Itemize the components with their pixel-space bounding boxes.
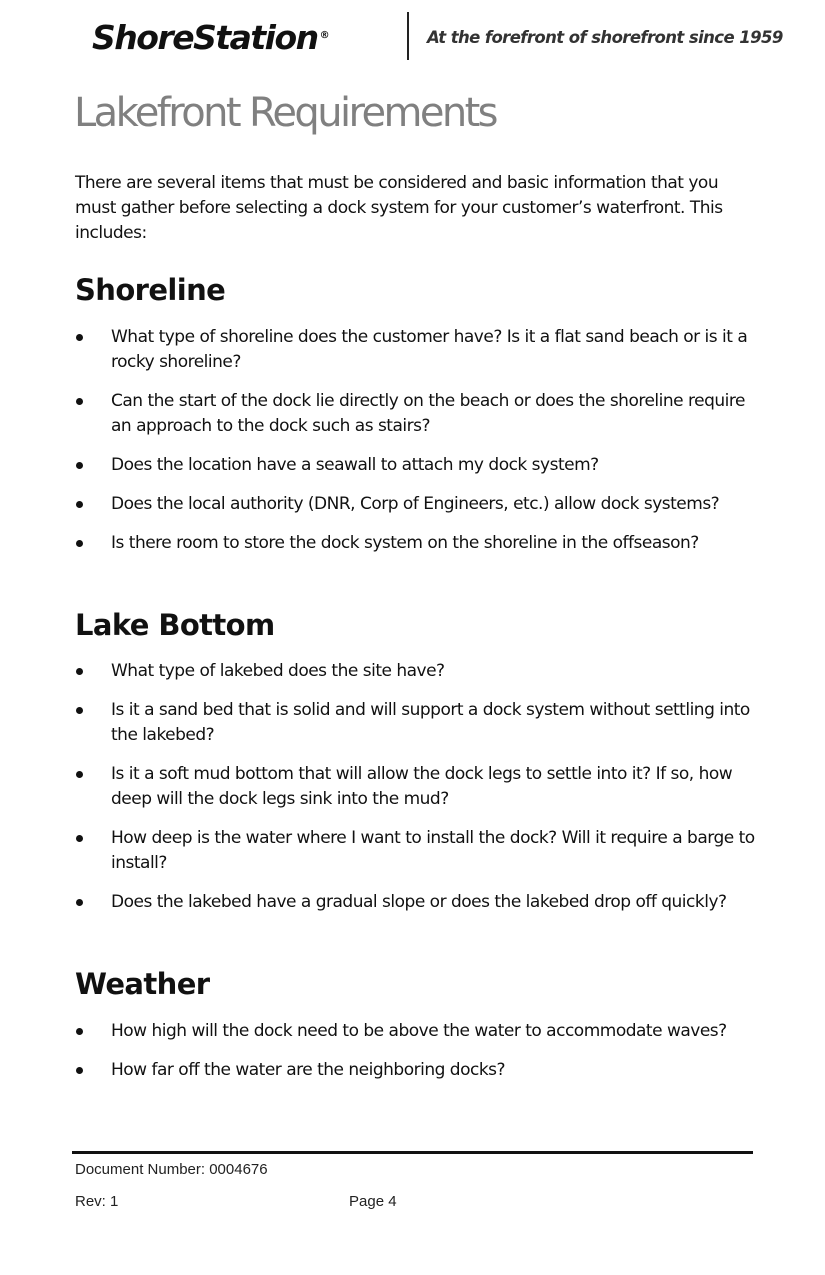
list-item xyxy=(75,826,755,876)
list-item xyxy=(75,531,755,556)
list-item-text: Is there room to store the dock system on the shoreline in the offseason? xyxy=(111,533,699,553)
list-item-text: Is it a soft mud bottom that will allow the dock legs to settle into it? If so, how deep will the dock legs sink into the mud? xyxy=(111,764,733,809)
list-item-text: Can the start of the dock lie directly on the beach or does the shoreline require an approach to the dock such as stairs? xyxy=(111,391,745,436)
header-tagline: At the forefront of shorefront since 1959 xyxy=(427,28,783,47)
registered-mark: ® xyxy=(319,30,330,41)
bullet-icon xyxy=(76,668,83,675)
list-item xyxy=(75,453,755,478)
bullet-icon xyxy=(76,899,83,906)
bullet-icon xyxy=(76,1028,83,1035)
list-item-text: Is it a sand bed that is solid and will support a dock system without settling into the lakebed? xyxy=(111,700,750,745)
bullet-icon xyxy=(76,771,83,778)
page-number: Page 4 xyxy=(349,1193,397,1210)
lake-bottom-list xyxy=(75,659,755,929)
bullet-icon xyxy=(76,835,83,842)
bullet-icon xyxy=(76,398,83,405)
list-item-text: How far off the water are the neighboring docks? xyxy=(111,1060,506,1080)
list-item xyxy=(75,1058,755,1083)
intro-paragraph: There are several items that must be considered and basic information that you must gather before selecting a dock system for your customer’s waterfront. This includes: xyxy=(75,173,723,243)
bullet-icon xyxy=(76,540,83,547)
header-divider xyxy=(407,12,409,60)
list-item-text: Does the lakebed have a gradual slope or does the lakebed drop off quickly? xyxy=(111,892,727,912)
shorestation-logo xyxy=(92,19,330,57)
footer-rule xyxy=(72,1151,753,1154)
shoreline-list xyxy=(75,325,755,570)
document-number: Document Number: 0004676 xyxy=(75,1161,268,1178)
list-item xyxy=(75,698,755,748)
revision-number: Rev: 1 xyxy=(75,1193,119,1210)
list-item-text: Does the location have a seawall to attach my dock system? xyxy=(111,455,599,475)
section-heading-weather: Weather xyxy=(75,967,210,1001)
list-item-text: Does the local authority (DNR, Corp of Engineers, etc.) allow dock systems? xyxy=(111,494,720,514)
list-item xyxy=(75,890,755,915)
bullet-icon xyxy=(76,462,83,469)
logo-text: ShoreStation xyxy=(92,18,318,57)
list-item-text: How deep is the water where I want to install the dock? Will it require a barge to install? xyxy=(111,828,755,873)
list-item xyxy=(75,1019,755,1044)
weather-list xyxy=(75,1019,755,1097)
list-item xyxy=(75,659,755,684)
section-heading-shoreline: Shoreline xyxy=(75,273,226,307)
list-item xyxy=(75,492,755,517)
bullet-icon xyxy=(76,1067,83,1074)
bullet-icon xyxy=(76,707,83,714)
section-heading-lake-bottom: Lake Bottom xyxy=(75,608,275,642)
bullet-icon xyxy=(76,501,83,508)
page-header xyxy=(0,10,825,65)
list-item-text: What type of lakebed does the site have? xyxy=(111,661,445,681)
list-item-text: How high will the dock need to be above the water to accommodate waves? xyxy=(111,1021,727,1041)
list-item xyxy=(75,762,755,812)
bullet-icon xyxy=(76,334,83,341)
list-item xyxy=(75,325,755,375)
page-title: Lakefront Requirements xyxy=(74,90,496,136)
list-item-text: What type of shoreline does the customer have? Is it a flat sand beach or is it a rocky shoreline? xyxy=(111,327,748,372)
list-item xyxy=(75,389,755,439)
